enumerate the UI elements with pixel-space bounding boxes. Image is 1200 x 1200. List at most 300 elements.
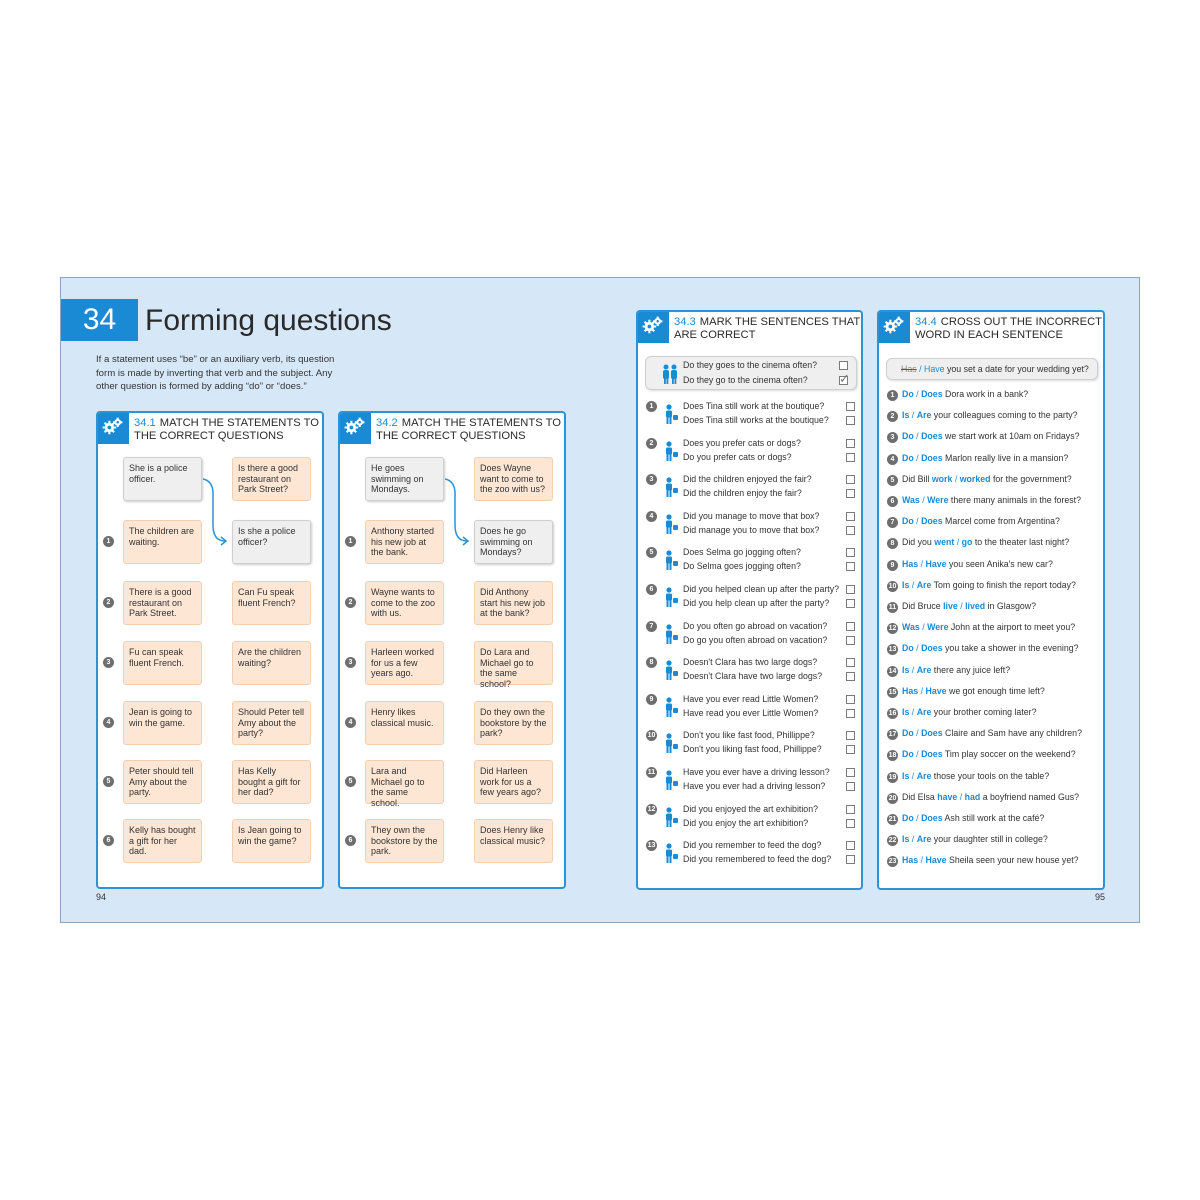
checklist-row (638, 654, 861, 690)
box-mover-icon (658, 513, 680, 535)
number-badge: 8 (646, 657, 657, 668)
jogger-icon (658, 549, 680, 571)
match-row (98, 819, 322, 867)
checklist-row (638, 764, 861, 800)
checkbox[interactable] (846, 489, 855, 498)
option-word[interactable]: Do (902, 389, 914, 399)
dog-walker-icon (658, 659, 680, 681)
checkbox[interactable] (846, 402, 855, 411)
crossout-row (887, 771, 1049, 785)
sentence-suffix: Marlon really live in a mansion? (942, 452, 1069, 463)
checkbox[interactable] (846, 475, 855, 484)
checkbox[interactable] (846, 745, 855, 754)
group-icon (658, 476, 680, 498)
number-badge: 17 (888, 731, 897, 739)
option-word[interactable]: Do (902, 643, 914, 654)
slash-separator: / (913, 389, 922, 399)
option-word[interactable]: Was (902, 495, 920, 505)
option-word[interactable]: worked (959, 473, 991, 484)
number-badge: 7 (887, 517, 898, 528)
exercise-header (638, 312, 861, 346)
number-badge: 9 (646, 694, 657, 705)
option-word[interactable]: Is (902, 770, 910, 781)
option-word[interactable]: Has (902, 685, 919, 696)
number-badge: 6 (646, 584, 657, 595)
option-word[interactable]: Has (902, 855, 919, 866)
checkbox[interactable] (846, 526, 855, 535)
number-badge: 13 (888, 646, 897, 654)
option-word[interactable]: Does (921, 728, 943, 739)
example-statement-card: She is a police officer. (123, 457, 202, 501)
slash-separator: / (913, 431, 922, 442)
sentence-b: Does Tina still works at the boutique? (683, 415, 829, 425)
sentence-suffix: Tim play soccer on the weekend? (942, 749, 1076, 760)
question-card[interactable]: Did Anthony start his new job at the bank? (474, 581, 553, 625)
slash-separator: / (957, 601, 966, 611)
option-word[interactable]: Do (902, 813, 914, 823)
sentence-suffix: a boyfriend named Gus? (980, 791, 1080, 802)
number-badge: 4 (646, 511, 657, 522)
slash-separator: / (954, 537, 962, 548)
option-word[interactable]: Is (902, 579, 910, 590)
sentence-suffix: your daughter still in college? (931, 834, 1048, 845)
option-word[interactable]: Are (916, 579, 932, 590)
sentence-suffix: Claire and Sam have any children? (942, 728, 1082, 739)
option-word[interactable]: Has (902, 558, 919, 569)
sentence-suffix: there any juice left? (931, 664, 1011, 675)
sentence-prefix: Did Bill (902, 473, 932, 484)
sentence-suffix: your brother coming later? (931, 707, 1037, 717)
crossout-row (887, 431, 1080, 445)
sentence-b: Do they go to the cinema often? (683, 375, 808, 385)
crossout-row (887, 707, 1036, 721)
dog-feeder-icon (658, 842, 680, 864)
sentence-suffix: John at the airport to meet you? (948, 622, 1076, 633)
sentence-suffix: Dora work in a bank? (942, 389, 1029, 399)
checkbox[interactable] (846, 731, 855, 740)
match-row (98, 641, 322, 689)
number-badge: 3 (646, 474, 657, 485)
sentence-prefix: Did you (902, 537, 935, 548)
checklist-row (638, 508, 861, 544)
option-word[interactable]: Does (921, 643, 943, 654)
option-word[interactable]: Does (921, 813, 943, 823)
checkbox[interactable] (846, 599, 855, 608)
slash-separator: / (909, 410, 917, 421)
option-word[interactable]: Does (921, 516, 943, 527)
slash-separator: / (952, 473, 960, 484)
sentence-suffix: there many animals in the forest? (948, 495, 1081, 505)
checkbox[interactable] (846, 622, 855, 631)
checkbox-checked[interactable] (839, 371, 850, 386)
question-card[interactable]: Are the children waiting? (232, 641, 311, 685)
sentence-a: Do they goes to the cinema often? (683, 360, 817, 370)
crossout-row (887, 834, 1048, 848)
number-badge: 19 (888, 773, 897, 781)
slash-separator: / (909, 664, 917, 675)
checkbox[interactable] (846, 636, 855, 645)
match-row (98, 701, 322, 749)
number-badge: 5 (103, 776, 114, 787)
sentence-suffix: to the theater last night? (972, 537, 1070, 548)
checklist-row (638, 691, 861, 727)
question-card[interactable]: Has Kelly bought a gift for her dad? (232, 760, 311, 804)
worker-icon (658, 403, 680, 425)
checklist-row (638, 544, 861, 580)
number-badge: 2 (103, 597, 114, 608)
sentence-suffix: you seen Anika's new car? (946, 558, 1053, 569)
sentence-b: Did you enjoy the art exhibition? (683, 817, 809, 828)
gears-icon (96, 411, 129, 444)
slash-separator: / (913, 516, 922, 527)
sentence-b: Have you ever had a driving lesson? (683, 781, 826, 791)
option-word[interactable]: Were (927, 495, 949, 505)
number-badge: 3 (345, 657, 356, 668)
checkbox[interactable] (839, 361, 848, 370)
reader-icon (658, 696, 680, 718)
checkbox[interactable] (846, 658, 855, 667)
number-badge: 1 (345, 536, 356, 547)
statement-card[interactable]: There is a good restaurant on Park Street. (123, 581, 202, 625)
traveler-icon (658, 623, 680, 645)
number-badge: 3 (103, 657, 114, 668)
sentence-suffix: Ash still work at the café? (942, 813, 1045, 823)
number-badge: 15 (888, 688, 897, 696)
sentence-suffix: we got enough time left? (946, 685, 1045, 696)
sentence-a: Doesn't Clara has two large dogs? (683, 657, 818, 668)
sentence-suffix: in Glasgow? (985, 601, 1037, 611)
checkbox[interactable] (846, 841, 855, 850)
slash-separator: / (918, 558, 926, 569)
question-card[interactable]: Should Peter tell Amy about the party? (232, 701, 311, 745)
intro-text: If a statement uses “be” or an auxiliary verb, its question form is made by inverting that verb and the subject. Any other question is formed by adding “do” or “does.” (96, 354, 335, 392)
sentence-b: Did you help clean up after the party? (683, 598, 830, 608)
sentence-b: Don't you liking fast food, Phillippe? (683, 744, 822, 755)
option-word[interactable]: have (937, 791, 958, 802)
checkbox[interactable] (846, 819, 855, 828)
gallery-icon (658, 806, 680, 828)
option-word[interactable]: Are (916, 707, 932, 717)
sentence-prefix: Did Elsa (902, 791, 938, 802)
checkbox[interactable] (846, 562, 855, 571)
option-word[interactable]: Was (902, 622, 920, 633)
checkbox[interactable] (846, 548, 855, 557)
sentence-a: Do you often go abroad on vacation? (683, 620, 828, 631)
crossout-row (887, 516, 1060, 530)
example-box (645, 356, 857, 390)
exercise-34-3 (636, 310, 863, 890)
checkbox[interactable] (846, 768, 855, 777)
slash-separator: / (909, 834, 917, 845)
number-badge: 3 (887, 432, 898, 443)
number-badge: 5 (646, 547, 657, 558)
sentence-suffix: for the government? (990, 473, 1072, 484)
number-badge: 23 (888, 858, 897, 866)
statement-card[interactable]: Anthony started his new job at the bank. (365, 520, 444, 564)
statement-card[interactable]: Wayne wants to come to the zoo with us. (365, 581, 444, 625)
statement-card[interactable]: Henry likes classical music. (365, 701, 444, 745)
statement-card[interactable]: Harleen worked for us a few years ago. (365, 641, 444, 685)
option-word[interactable]: work (931, 473, 953, 484)
slash-separator: / (957, 791, 965, 802)
option-word[interactable]: live (943, 601, 958, 611)
checklist-row (638, 618, 861, 654)
number-badge: 2 (646, 438, 657, 449)
checkbox[interactable] (846, 805, 855, 814)
sentence-a: Did you helped clean up after the party? (683, 584, 840, 594)
option-word[interactable]: Do (902, 431, 914, 442)
question-card[interactable]: Does Henry like classical music? (474, 819, 553, 863)
book-spread (60, 277, 1140, 923)
number-badge: 11 (647, 769, 656, 776)
sentence-suffix: those your tools on the table? (931, 770, 1050, 781)
statement-card[interactable]: Kelly has bought a gift for her dad. (123, 819, 202, 863)
number-badge: 1 (103, 536, 114, 547)
sentence-b: Do you prefer cats or dogs? (683, 451, 792, 462)
checkbox[interactable] (846, 453, 855, 462)
number-badge: 4 (103, 717, 114, 728)
exercise-header (879, 312, 1103, 346)
sentence-b: Did the children enjoy the fair? (683, 488, 802, 499)
match-row (340, 581, 564, 629)
question-card[interactable]: Does Wayne want to come to the zoo with us? (474, 457, 553, 501)
option-word[interactable]: Is (902, 410, 910, 421)
checkbox[interactable] (846, 585, 855, 594)
sentence-a: Does Tina still work at the boutique? (683, 401, 825, 411)
sentence-a: Have you ever read Little Women? (683, 693, 819, 704)
question-card[interactable]: Do they own the bookstore by the park? (474, 701, 553, 745)
question-card[interactable]: Is there a good restaurant on Park Street? (232, 457, 311, 501)
option-word[interactable]: Are (916, 770, 932, 781)
slash-separator: / (919, 495, 928, 505)
sentence-suffix: Marcel come from Argentina? (942, 516, 1060, 527)
sentence-a: Did you remember to feed the dog? (683, 840, 822, 851)
number-badge: 4 (345, 717, 356, 728)
cleaner-icon (658, 586, 680, 608)
match-row (340, 641, 564, 689)
checkbox[interactable] (846, 709, 855, 718)
option-word[interactable]: Have (925, 855, 947, 866)
match-row (340, 701, 564, 749)
sentence-suffix: you take a shower in the evening? (942, 643, 1079, 654)
crossout-row (887, 855, 1079, 869)
option-word[interactable]: Does (921, 749, 943, 760)
question-card[interactable]: Is Jean going to win the game? (232, 819, 311, 863)
option-word[interactable]: go (961, 537, 973, 548)
option-word[interactable]: Does (921, 431, 943, 442)
crossout-row (887, 559, 1053, 573)
checkbox[interactable] (846, 695, 855, 704)
slash-separator: / (913, 813, 922, 823)
chapter-number: 34 (61, 299, 138, 341)
option-word[interactable]: Have (925, 558, 947, 569)
slash-separator: / (918, 855, 926, 866)
statement-card[interactable]: Jean is going to win the game. (123, 701, 202, 745)
sentence-b: Do go you often abroad on vacation? (683, 634, 828, 645)
example-statement-card: He goes swimming on Mondays. (365, 457, 444, 501)
page-number-left: 94 (96, 892, 107, 902)
slash-separator: / (913, 643, 922, 654)
page-number-right: 95 (1095, 892, 1106, 902)
statement-card[interactable]: The children are waiting. (123, 520, 202, 564)
option-word[interactable]: Is (902, 834, 910, 845)
gears-icon (877, 310, 910, 343)
checkbox[interactable] (846, 512, 855, 521)
sentence-a: Don't you like fast food, Phillippe? (683, 730, 815, 741)
option-word[interactable]: Is (902, 664, 910, 675)
sentence-b: Doesn't Clara have two large dogs? (683, 671, 823, 682)
slash-separator: / (909, 707, 917, 717)
option-word[interactable]: Does (921, 452, 943, 463)
match-row (340, 520, 564, 568)
number-badge: 7 (646, 621, 657, 632)
checkbox[interactable] (846, 855, 855, 864)
exercise-header (98, 413, 322, 447)
option-word[interactable]: Do (902, 452, 914, 463)
number-badge: 2 (345, 597, 356, 608)
option-word[interactable]: lived (965, 601, 986, 611)
checkbox[interactable] (846, 672, 855, 681)
option-word[interactable]: Does (921, 389, 943, 399)
crossed-word: Has (901, 364, 917, 374)
crossout-row (887, 643, 1079, 657)
example-answer-card: Is she a police officer? (232, 520, 311, 564)
option-word[interactable]: Do (902, 516, 914, 527)
question-card[interactable]: Can Fu speak fluent French? (232, 581, 311, 625)
sentence-b: Do Selma goes jogging often? (683, 561, 801, 572)
crossout-row (887, 749, 1076, 763)
sentence-suffix: we start work at 10am on Fridays? (942, 431, 1080, 442)
statement-card[interactable]: Peter should tell Amy about the party. (123, 760, 202, 804)
number-badge: 12 (647, 805, 656, 813)
number-badge: 8 (887, 538, 898, 549)
option-word[interactable]: Have (925, 685, 947, 696)
option-word[interactable]: Is (902, 707, 910, 717)
crossout-row (887, 686, 1045, 700)
exercise-title: 34.2 MATCH THE STATEMENTS TO THE CORRECT QUESTIONS (376, 417, 561, 442)
option-word[interactable]: had (964, 791, 981, 802)
option-word[interactable]: Are (916, 664, 932, 675)
option-word[interactable]: Do (902, 749, 914, 760)
sentence-b: Did manage you to move that box? (683, 524, 820, 535)
sentence-a: Does Selma go jogging often? (683, 547, 801, 558)
option-word[interactable]: went (934, 537, 955, 548)
correct-word: Have (924, 364, 945, 374)
statement-card[interactable]: They own the bookstore by the park. (365, 819, 444, 863)
number-badge: 10 (888, 582, 897, 590)
statement-card[interactable]: Lara and Michael go to the same school. (365, 760, 444, 804)
slash-separator: / (919, 622, 928, 633)
number-badge: 18 (888, 752, 897, 760)
sentence-a: Did you manage to move that box? (683, 510, 820, 521)
exercise-title: 34.3 MARK THE SENTENCES THAT ARE CORRECT (674, 316, 860, 341)
option-word[interactable]: Are (916, 410, 932, 421)
slash-separator: / (913, 728, 922, 739)
crossout-row (887, 410, 1078, 424)
number-badge: 21 (888, 816, 897, 823)
crossout-row (887, 792, 1079, 806)
number-badge: 12 (888, 625, 897, 633)
crossout-row (887, 665, 1010, 679)
number-badge: 20 (888, 794, 897, 802)
slash-separator: / (909, 579, 917, 590)
option-word[interactable]: Do (902, 728, 914, 739)
number-badge: 5 (345, 776, 356, 787)
crossout-row (887, 389, 1028, 403)
number-badge: 6 (887, 496, 898, 507)
example-sentence: Has / Have you set a date for your wedding yet? (886, 358, 1098, 380)
match-row (98, 520, 322, 568)
checklist-row (638, 727, 861, 763)
sentence-a: Did you enjoyed the art exhibition? (683, 803, 818, 814)
number-badge: 13 (647, 842, 656, 850)
sentence-suffix: your colleagues coming to the party? (931, 410, 1078, 421)
person-cat-icon (658, 440, 680, 462)
match-row (340, 819, 564, 867)
number-badge: 16 (888, 710, 897, 717)
exercise-title: 34.4 CROSS OUT THE INCORRECT WORD IN EACH SENTENCE (915, 316, 1102, 341)
crossout-row (887, 622, 1075, 636)
checkbox[interactable] (846, 782, 855, 791)
people-icon (659, 363, 681, 385)
crossout-row (887, 813, 1044, 827)
number-badge: 5 (887, 475, 898, 486)
sentence-a: Have you ever have a driving lesson? (683, 767, 830, 777)
sentence-prefix: Did Bruce (902, 601, 944, 611)
sentence-a: Does you prefer cats or dogs? (683, 437, 801, 448)
match-row (98, 760, 322, 808)
exercise-header (340, 413, 564, 447)
exercise-34-1 (96, 411, 324, 889)
number-badge: 1 (887, 390, 898, 401)
number-badge: 10 (647, 732, 656, 740)
checkbox[interactable] (846, 439, 855, 448)
checklist-row (638, 801, 861, 837)
example-answer-card: Does he go swimming on Mondays? (474, 520, 553, 564)
number-badge: 6 (345, 835, 356, 846)
exercise-34-2 (338, 411, 566, 889)
statement-card[interactable]: Fu can speak fluent French. (123, 641, 202, 685)
number-badge: 11 (888, 604, 897, 611)
sentence-suffix: Tom going to finish the report today? (931, 579, 1076, 590)
checklist-row (638, 435, 861, 471)
checklist-row (638, 471, 861, 507)
chapter-title: Forming questions (145, 304, 392, 337)
sentence-a: Did the children enjoyed the fair? (683, 474, 812, 485)
number-badge: 1 (646, 401, 657, 412)
number-badge: 4 (887, 454, 898, 465)
sentence-suffix: Sheila seen your new house yet? (946, 855, 1079, 866)
slash-separator: / (918, 685, 926, 696)
crossout-row (887, 495, 1081, 509)
gears-icon (636, 310, 669, 343)
checkbox[interactable] (846, 416, 855, 425)
driver-icon (658, 769, 680, 791)
crossout-row (887, 537, 1069, 551)
gears-icon (338, 411, 371, 444)
crossout-row (887, 728, 1082, 742)
crossout-row (887, 601, 1036, 615)
slash-separator: / (909, 770, 917, 781)
option-word[interactable]: Were (927, 622, 949, 633)
sentence-b: Did you remembered to feed the dog? (683, 854, 832, 865)
question-card[interactable]: Do Lara and Michael go to the same school? (474, 641, 553, 685)
number-badge: 14 (888, 667, 897, 675)
checklist-row (638, 837, 861, 873)
crossout-row (887, 453, 1068, 467)
question-card[interactable]: Did Harleen work for us a few years ago? (474, 760, 553, 804)
option-word[interactable]: Are (916, 834, 932, 845)
